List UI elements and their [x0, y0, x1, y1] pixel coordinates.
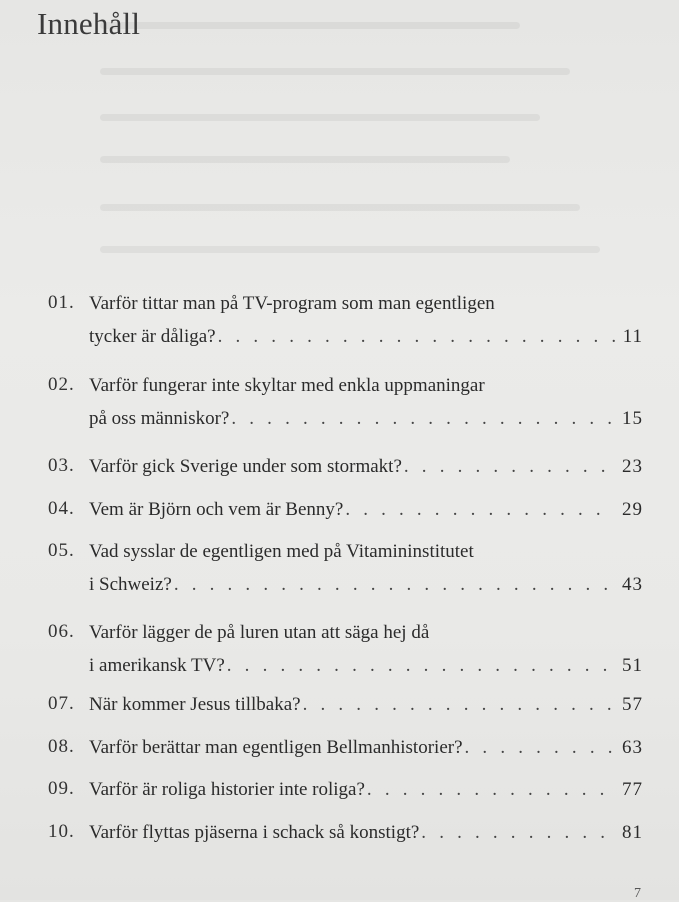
leader-dots	[421, 821, 614, 845]
entry-title-line-1	[89, 778, 643, 802]
leader-dots	[174, 573, 614, 597]
entry-title-continuation: i Schweiz?	[89, 574, 172, 595]
entry-title: Varför flyttas pjäserna i schack så konstigt?	[89, 822, 420, 843]
entry-page-number: 15	[622, 408, 643, 429]
entry-title-line-1: Vad sysslar de egentligen med på Vitamininstitutet	[89, 541, 474, 562]
entry-title-line-1	[89, 693, 643, 717]
entry-title-line-1	[89, 821, 643, 845]
leader-dots	[345, 498, 614, 522]
entry-page-number: 23	[622, 456, 643, 477]
leader-dots	[465, 736, 614, 760]
entry-title-line-1	[89, 736, 643, 760]
entry-title-line-1: Varför fungerar inte skyltar med enkla uppmaningar	[89, 375, 485, 396]
leader-dots	[218, 325, 615, 349]
leader-dots	[227, 654, 614, 678]
entry-page-number: 51	[622, 655, 643, 676]
entry-title-line-1	[89, 498, 643, 522]
entry-title-line-1: Varför lägger de på luren utan att säga hej då	[89, 622, 430, 643]
entry-title-line-1	[89, 455, 643, 479]
page-title: Innehåll	[37, 6, 141, 41]
entry-title-line-2	[89, 573, 643, 597]
entry-number: 06.	[48, 621, 75, 642]
entry-title-line-1: Varför tittar man på TV-program som man egentligen	[89, 293, 495, 314]
leader-dots	[367, 778, 614, 802]
entry-title-line-2	[89, 325, 643, 349]
entry-title: När kommer Jesus tillbaka?	[89, 694, 301, 715]
show-through-text	[60, 0, 639, 280]
entry-number: 08.	[48, 736, 75, 757]
entry-number: 05.	[48, 540, 75, 561]
entry-page-number: 81	[622, 822, 643, 843]
entry-number: 01.	[48, 292, 75, 313]
entry-page-number: 63	[622, 737, 643, 758]
leader-dots	[404, 455, 614, 479]
entry-page-number: 57	[622, 694, 643, 715]
entry-number: 10.	[48, 821, 75, 842]
entry-number: 09.	[48, 778, 75, 799]
entry-title: Varför berättar man egentligen Bellmanhistorier?	[89, 737, 463, 758]
entry-title: Varför gick Sverige under som stormakt?	[89, 456, 402, 477]
entry-title-continuation: på oss människor?	[89, 408, 230, 429]
entry-page-number: 29	[622, 499, 643, 520]
entry-number: 04.	[48, 498, 75, 519]
entry-title: Varför är roliga historier inte roliga?	[89, 779, 365, 800]
page-folio: 7	[634, 886, 641, 901]
entry-number: 03.	[48, 455, 75, 476]
leader-dots	[231, 407, 614, 431]
entry-number: 07.	[48, 693, 75, 714]
entry-title: Vem är Björn och vem är Benny?	[89, 499, 344, 520]
entry-page-number: 43	[622, 574, 643, 595]
entry-title-line-2	[89, 407, 643, 431]
entry-title-continuation: tycker är dåliga?	[89, 326, 216, 347]
entry-number: 02.	[48, 374, 75, 395]
entry-page-number: 11	[622, 326, 643, 347]
entry-page-number: 77	[622, 779, 643, 800]
entry-title-line-2	[89, 654, 643, 678]
leader-dots	[303, 693, 614, 717]
entry-title-continuation: i amerikansk TV?	[89, 655, 225, 676]
